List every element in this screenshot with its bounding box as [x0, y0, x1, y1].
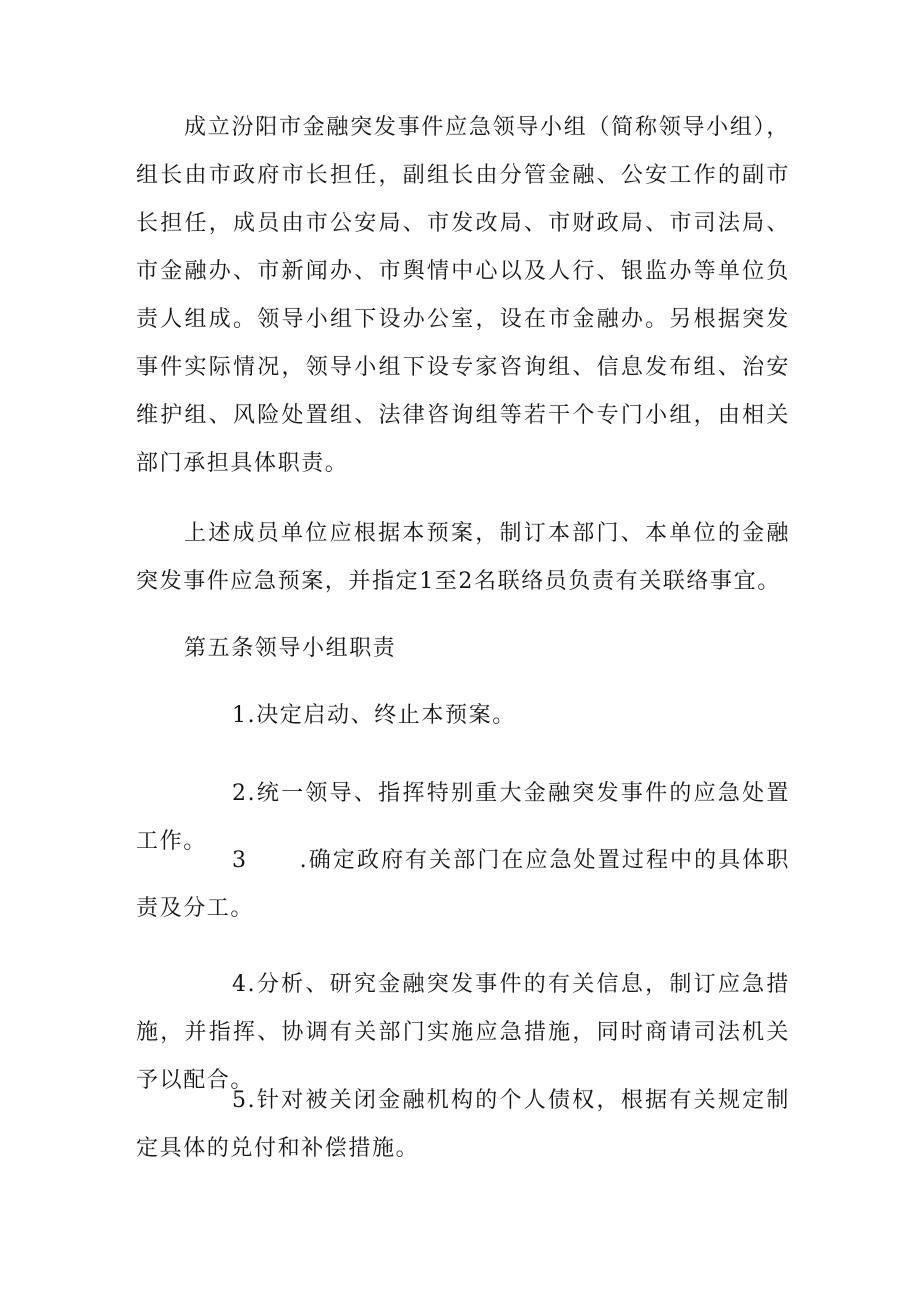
list-item-number: 2: [232, 781, 248, 806]
section-heading: 第五条领导小组职责: [184, 636, 397, 661]
list-item-text: .确定政府有关部门在应急处置过程中的具体职责及分工。: [136, 848, 790, 921]
list-item-number: 5: [232, 1088, 248, 1113]
paragraph-member-units: 上述成员单位应根据本预案，制订本部门、本单位的金融突发事件应急预案，并指定1至2名联络员负责有关联络事宜。: [136, 521, 790, 594]
list-item-text: .决定启动、终止本预案。: [247, 703, 516, 728]
list-item-text: .分析、研究金融突发事件的有关信息，制订应急措施，并指挥、协调有关部门实施应急措施，同时商请司法机关予以配合。: [136, 972, 790, 1093]
list-item: [136, 692, 790, 740]
list-item: [136, 837, 790, 933]
list-item-text: .针对被关闭金融机构的个人债权，根据有关规定制定具体的兑付和补偿措施。: [136, 1088, 790, 1161]
list-item-number: 4: [232, 972, 248, 997]
paragraph-leading-group-establishment: 成立汾阳市金融突发事件应急领导小组（简称领导小组），组长由市政府市长担任，副组长由分管金融、公安工作的副市长担任，成员由市公安局、市发改局、市财政局、市司法局、市金融办、市新闻办、市舆情中心以及人行、银监办等单位负责人组成。领导小组下设办公室，设在市金融办。另根据突发事件实际情况，领导小组下设专家咨询组、信息发布组、治安维护组、风险处置组、法律咨询组等若干个专门小组，由相关部门承担具体职责。: [136, 115, 790, 476]
list-item-number: 1: [232, 703, 248, 728]
list-item-number: 3: [232, 848, 248, 873]
list-item: [136, 1077, 790, 1173]
list-item-text: .统一领导、指挥特别重大金融突发事件的应急处置工作。: [136, 781, 790, 854]
